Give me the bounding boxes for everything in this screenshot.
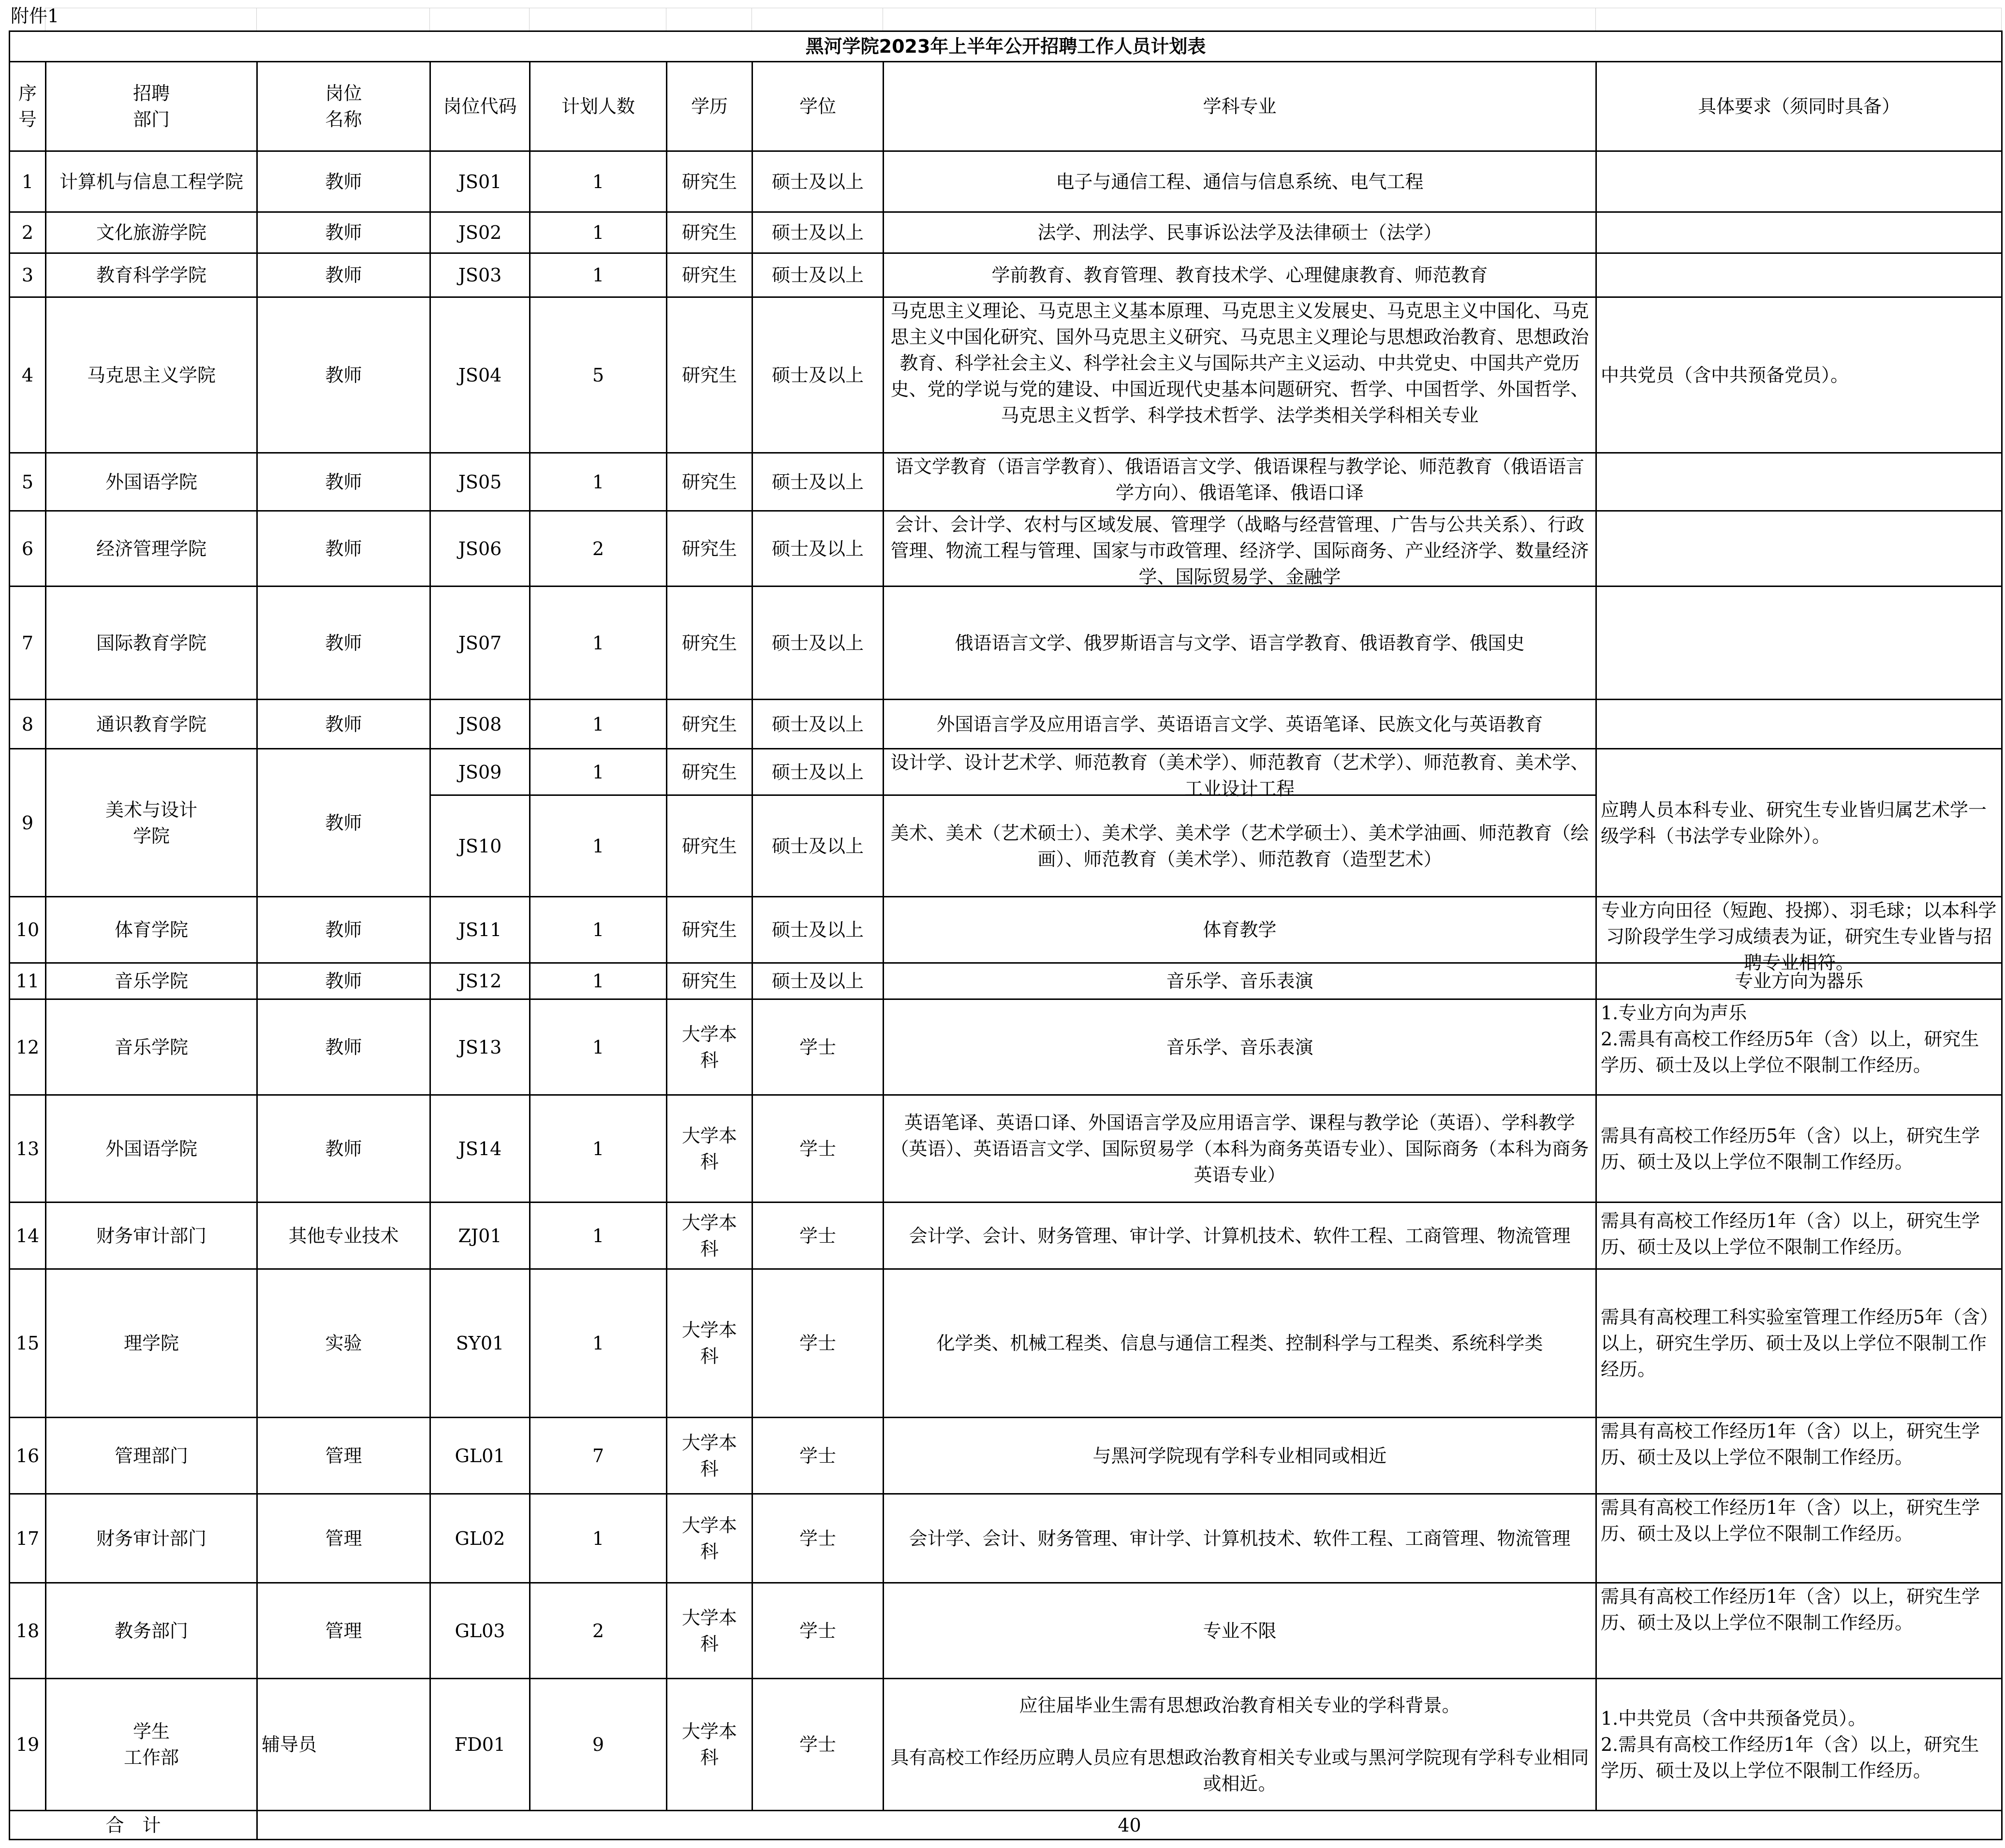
cell-dept: 美术与设计学院 bbox=[46, 749, 257, 897]
cell-code: SY01 bbox=[430, 1269, 530, 1418]
cell-count: 9 bbox=[530, 1679, 667, 1811]
cell-edu: 大学本科 bbox=[667, 1583, 752, 1679]
cell-degree: 硕士及以上 bbox=[752, 963, 884, 999]
cell-req bbox=[1596, 253, 2002, 297]
cell-major: 与黑河学院现有学科专业相同或相近 bbox=[884, 1418, 1596, 1494]
cell-req bbox=[1596, 453, 2002, 511]
cell-count: 1 bbox=[530, 897, 667, 963]
table-row bbox=[10, 700, 2002, 749]
cell-no: 8 bbox=[10, 700, 46, 749]
cell-req: 需具有高校工作经历1年（含）以上，研究生学历、硕士及以上学位不限制工作经历。 bbox=[1596, 1418, 2002, 1494]
total-value: 40 bbox=[257, 1811, 2002, 1840]
cell-major: 俄语语言文学、俄罗斯语言与文学、语言学教育、俄语教育学、俄国史 bbox=[884, 587, 1596, 700]
cell-dept: 财务审计部门 bbox=[46, 1203, 257, 1269]
cell-req: 需具有高校工作经历1年（含）以上，研究生学历、硕士及以上学位不限制工作经历。 bbox=[1596, 1583, 2002, 1679]
cell-degree: 硕士及以上 bbox=[752, 795, 884, 897]
cell-dept: 外国语学院 bbox=[46, 453, 257, 511]
cell-count: 1 bbox=[530, 963, 667, 999]
cell-code: JS01 bbox=[430, 151, 530, 212]
cell-edu: 研究生 bbox=[667, 587, 752, 700]
cell-degree: 学士 bbox=[752, 1494, 884, 1583]
cell-no: 5 bbox=[10, 453, 46, 511]
cell-no: 7 bbox=[10, 587, 46, 700]
cell-major: 语文学教育（语言学教育）、俄语语言文学、俄语课程与教学论、师范教育（俄语语言学方向）、俄语笔译、俄语口译 bbox=[884, 453, 1596, 511]
cell-no: 13 bbox=[10, 1095, 46, 1203]
cell-count: 1 bbox=[530, 453, 667, 511]
cell-count: 1 bbox=[530, 212, 667, 253]
table-row bbox=[10, 511, 2002, 587]
cell-req: 1.中共党员（含中共预备党员）。 2.需具有高校工作经历1年（含）以上，研究生学历、硕士及以上学位不限制工作经历。 bbox=[1596, 1679, 2002, 1811]
cell-degree: 硕士及以上 bbox=[752, 749, 884, 795]
cell-code: GL03 bbox=[430, 1583, 530, 1679]
cell-major: 设计学、设计艺术学、师范教育（美术学）、师范教育（艺术学）、师范教育、美术学、工业设计工程 bbox=[884, 749, 1596, 795]
cell-count: 2 bbox=[530, 1583, 667, 1679]
cell-code: JS03 bbox=[430, 253, 530, 297]
cell-code: GL02 bbox=[430, 1494, 530, 1583]
cell-degree: 硕士及以上 bbox=[752, 297, 884, 453]
cell-edu: 研究生 bbox=[667, 700, 752, 749]
cell-no: 11 bbox=[10, 963, 46, 999]
cell-post: 管理 bbox=[257, 1583, 430, 1679]
cell-dept: 马克思主义学院 bbox=[46, 297, 257, 453]
cell-degree: 硕士及以上 bbox=[752, 453, 884, 511]
cell-major: 专业不限 bbox=[884, 1583, 1596, 1679]
cell-req: 中共党员（含中共预备党员）。 bbox=[1596, 297, 2002, 453]
cell-edu: 研究生 bbox=[667, 297, 752, 453]
cell-no: 16 bbox=[10, 1418, 46, 1494]
table-row bbox=[10, 1418, 2002, 1494]
cell-major: 美术、美术（艺术硕士）、美术学、美术学（艺术学硕士）、美术学油画、师范教育（绘画）、师范教育（美术学）、师范教育（造型艺术） bbox=[884, 795, 1596, 897]
cell-degree: 硕士及以上 bbox=[752, 151, 884, 212]
cell-edu: 研究生 bbox=[667, 212, 752, 253]
header-req: 具体要求（须同时具备） bbox=[1596, 62, 2002, 151]
cell-code: GL01 bbox=[430, 1418, 530, 1494]
cell-post: 其他专业技术 bbox=[257, 1203, 430, 1269]
cell-count: 1 bbox=[530, 795, 667, 897]
cell-degree: 硕士及以上 bbox=[752, 587, 884, 700]
cell-no: 10 bbox=[10, 897, 46, 963]
cell-no: 17 bbox=[10, 1494, 46, 1583]
cell-count: 5 bbox=[530, 297, 667, 453]
cell-count: 7 bbox=[530, 1418, 667, 1494]
cell-dept: 音乐学院 bbox=[46, 963, 257, 999]
cell-no: 2 bbox=[10, 212, 46, 253]
cell-edu: 研究生 bbox=[667, 795, 752, 897]
table-row bbox=[10, 1494, 2002, 1583]
cell-no: 15 bbox=[10, 1269, 46, 1418]
recruitment-plan-table bbox=[9, 30, 2003, 1840]
cell-edu: 大学本科 bbox=[667, 1418, 752, 1494]
cell-post: 教师 bbox=[257, 297, 430, 453]
cell-req: 需具有高校工作经历1年（含）以上，研究生学历、硕士及以上学位不限制工作经历。 bbox=[1596, 1203, 2002, 1269]
cell-code: JS09 bbox=[430, 749, 530, 795]
cell-code: JS05 bbox=[430, 453, 530, 511]
cell-post: 教师 bbox=[257, 963, 430, 999]
table-row bbox=[10, 253, 2002, 297]
cell-major: 会计学、会计、财务管理、审计学、计算机技术、软件工程、工商管理、物流管理 bbox=[884, 1203, 1596, 1269]
cell-code: FD01 bbox=[430, 1679, 530, 1811]
header-count: 计划人数 bbox=[530, 62, 667, 151]
header-degree: 学位 bbox=[752, 62, 884, 151]
table-row bbox=[10, 1269, 2002, 1418]
cell-major: 化学类、机械工程类、信息与通信工程类、控制科学与工程类、系统科学类 bbox=[884, 1269, 1596, 1418]
cell-major: 体育教学 bbox=[884, 897, 1596, 963]
cell-major: 马克思主义理论、马克思主义基本原理、马克思主义发展史、马克思主义中国化、马克思主义中国化研究、国外马克思主义研究、马克思主义理论与思想政治教育、思想政治教育、科学社会主义、科学社会主义与国际共产主义运动、中共党史、中国共产党历史、党的学说与党的建设、中国近现代史基本问题研究、哲学、中国哲学、外国哲学、马克思主义哲学、科学技术哲学、法学类相关学科相关专业 bbox=[884, 297, 1596, 453]
cell-post: 辅导员 bbox=[257, 1679, 430, 1811]
cell-edu: 研究生 bbox=[667, 253, 752, 297]
cell-req bbox=[1596, 700, 2002, 749]
cell-edu: 大学本科 bbox=[667, 1679, 752, 1811]
cell-no: 1 bbox=[10, 151, 46, 212]
cell-no: 3 bbox=[10, 253, 46, 297]
table-title: 黑河学院2023年上半年公开招聘工作人员计划表 bbox=[10, 31, 2002, 62]
cell-edu: 研究生 bbox=[667, 453, 752, 511]
cell-req bbox=[1596, 511, 2002, 587]
cell-edu: 研究生 bbox=[667, 963, 752, 999]
header-row bbox=[10, 62, 2002, 151]
cell-req: 需具有高校工作经历1年（含）以上，研究生学历、硕士及以上学位不限制工作经历。 bbox=[1596, 1494, 2002, 1583]
cell-no: 18 bbox=[10, 1583, 46, 1679]
cell-dept: 体育学院 bbox=[46, 897, 257, 963]
cell-code: JS02 bbox=[430, 212, 530, 253]
cell-degree: 学士 bbox=[752, 1203, 884, 1269]
cell-post: 管理 bbox=[257, 1494, 430, 1583]
cell-req: 需具有高校理工科实验室管理工作经历5年（含）以上，研究生学历、硕士及以上学位不限制工作经历。 bbox=[1596, 1269, 2002, 1418]
cell-edu: 研究生 bbox=[667, 749, 752, 795]
cell-post: 教师 bbox=[257, 453, 430, 511]
cell-req: 专业方向为器乐 bbox=[1596, 963, 2002, 999]
table-row bbox=[10, 151, 2002, 212]
cell-degree: 学士 bbox=[752, 1095, 884, 1203]
header-post: 岗位 名称 bbox=[257, 62, 430, 151]
cell-code: JS14 bbox=[430, 1095, 530, 1203]
cell-req bbox=[1596, 212, 2002, 253]
cell-req: 应聘人员本科专业、研究生专业皆归属艺术学一级学科（书法学专业除外）。 bbox=[1596, 749, 2002, 897]
cell-req: 专业方向田径（短跑、投掷）、羽毛球；以本科学习阶段学生学习成绩表为证，研究生专业皆与招聘专业相符。 bbox=[1596, 897, 2002, 963]
cell-count: 1 bbox=[530, 1269, 667, 1418]
cell-req bbox=[1596, 587, 2002, 700]
cell-edu: 研究生 bbox=[667, 151, 752, 212]
cell-edu: 大学本科 bbox=[667, 1269, 752, 1418]
cell-post: 实验 bbox=[257, 1269, 430, 1418]
cell-degree: 学士 bbox=[752, 1418, 884, 1494]
cell-degree: 硕士及以上 bbox=[752, 897, 884, 963]
annex-label: 附件1 bbox=[11, 5, 59, 27]
cell-dept: 经济管理学院 bbox=[46, 511, 257, 587]
cell-code: JS06 bbox=[430, 511, 530, 587]
table-row bbox=[10, 963, 2002, 999]
cell-edu: 大学本科 bbox=[667, 999, 752, 1095]
cell-edu: 研究生 bbox=[667, 897, 752, 963]
cell-req: 需具有高校工作经历5年（含）以上，研究生学历、硕士及以上学位不限制工作经历。 bbox=[1596, 1095, 2002, 1203]
cell-dept: 财务审计部门 bbox=[46, 1494, 257, 1583]
header-edu: 学历 bbox=[667, 62, 752, 151]
cell-major: 会计、会计学、农村与区域发展、管理学（战略与经营管理、广告与公共关系）、行政管理、物流工程与管理、国家与市政管理、经济学、国际商务、产业经济学、数量经济学、国际贸易学、金融学 bbox=[884, 511, 1596, 587]
total-row bbox=[10, 1811, 2002, 1840]
cell-dept: 通识教育学院 bbox=[46, 700, 257, 749]
cell-major: 电子与通信工程、通信与信息系统、电气工程 bbox=[884, 151, 1596, 212]
cell-count: 1 bbox=[530, 151, 667, 212]
table-row bbox=[10, 212, 2002, 253]
cell-post: 教师 bbox=[257, 511, 430, 587]
cell-major: 应往届毕业生需有思想政治教育相关专业的学科背景。 具有高校工作经历应聘人员应有思想政治教育相关专业或与黑河学院现有学科专业相同或相近。 bbox=[884, 1679, 1596, 1811]
table-row bbox=[10, 1203, 2002, 1269]
cell-post: 教师 bbox=[257, 700, 430, 749]
table-row bbox=[10, 587, 2002, 700]
cell-count: 1 bbox=[530, 700, 667, 749]
cell-post: 教师 bbox=[257, 1095, 430, 1203]
cell-edu: 大学本科 bbox=[667, 1203, 752, 1269]
cell-edu: 大学本科 bbox=[667, 1095, 752, 1203]
cell-no: 14 bbox=[10, 1203, 46, 1269]
cell-dept: 理学院 bbox=[46, 1269, 257, 1418]
cell-post: 教师 bbox=[257, 587, 430, 700]
cell-major: 会计学、会计、财务管理、审计学、计算机技术、软件工程、工商管理、物流管理 bbox=[884, 1494, 1596, 1583]
cell-post: 教师 bbox=[257, 999, 430, 1095]
cell-dept: 计算机与信息工程学院 bbox=[46, 151, 257, 212]
header-major: 学科专业 bbox=[884, 62, 1596, 151]
cell-no: 4 bbox=[10, 297, 46, 453]
cell-count: 2 bbox=[530, 511, 667, 587]
cell-degree: 学士 bbox=[752, 999, 884, 1095]
cell-dept: 国际教育学院 bbox=[46, 587, 257, 700]
cell-edu: 研究生 bbox=[667, 511, 752, 587]
cell-degree: 硕士及以上 bbox=[752, 511, 884, 587]
cell-dept: 学生 工作部 bbox=[46, 1679, 257, 1811]
cell-dept: 教育科学学院 bbox=[46, 253, 257, 297]
cell-count: 1 bbox=[530, 253, 667, 297]
cell-dept: 教务部门 bbox=[46, 1583, 257, 1679]
cell-req bbox=[1596, 151, 2002, 212]
table-row bbox=[10, 1679, 2002, 1811]
cell-major: 学前教育、教育管理、教育技术学、心理健康教育、师范教育 bbox=[884, 253, 1596, 297]
cell-major: 音乐学、音乐表演 bbox=[884, 999, 1596, 1095]
cell-degree: 学士 bbox=[752, 1679, 884, 1811]
cell-degree: 硕士及以上 bbox=[752, 700, 884, 749]
cell-code: JS10 bbox=[430, 795, 530, 897]
cell-no: 12 bbox=[10, 999, 46, 1095]
table-row bbox=[10, 749, 2002, 795]
cell-no: 9 bbox=[10, 749, 46, 897]
cell-code: JS12 bbox=[430, 963, 530, 999]
cell-req: 1.专业方向为声乐 2.需具有高校工作经历5年（含）以上，研究生学历、硕士及以上学位不限制工作经历。 bbox=[1596, 999, 2002, 1095]
background-grid bbox=[9, 8, 2002, 31]
cell-post: 教师 bbox=[257, 212, 430, 253]
cell-dept: 管理部门 bbox=[46, 1418, 257, 1494]
cell-degree: 学士 bbox=[752, 1583, 884, 1679]
cell-major: 音乐学、音乐表演 bbox=[884, 963, 1596, 999]
table-row bbox=[10, 999, 2002, 1095]
cell-count: 1 bbox=[530, 749, 667, 795]
cell-major: 外国语言学及应用语言学、英语语言文学、英语笔译、民族文化与英语教育 bbox=[884, 700, 1596, 749]
cell-code: JS08 bbox=[430, 700, 530, 749]
table-row bbox=[10, 897, 2002, 963]
cell-degree: 硕士及以上 bbox=[752, 253, 884, 297]
cell-edu: 大学本科 bbox=[667, 1494, 752, 1583]
cell-code: JS11 bbox=[430, 897, 530, 963]
header-no: 序 号 bbox=[10, 62, 46, 151]
cell-degree: 硕士及以上 bbox=[752, 212, 884, 253]
cell-count: 1 bbox=[530, 999, 667, 1095]
cell-code: JS13 bbox=[430, 999, 530, 1095]
cell-post: 教师 bbox=[257, 151, 430, 212]
cell-code: JS07 bbox=[430, 587, 530, 700]
cell-degree: 学士 bbox=[752, 1269, 884, 1418]
cell-dept: 音乐学院 bbox=[46, 999, 257, 1095]
cell-major: 法学、刑法学、民事诉讼法学及法律硕士（法学） bbox=[884, 212, 1596, 253]
cell-post: 教师 bbox=[257, 897, 430, 963]
header-dept: 招聘 部门 bbox=[46, 62, 257, 151]
cell-count: 1 bbox=[530, 587, 667, 700]
cell-code: JS04 bbox=[430, 297, 530, 453]
cell-post: 管理 bbox=[257, 1418, 430, 1494]
table-row bbox=[10, 1095, 2002, 1203]
total-label: 合 计 bbox=[10, 1811, 257, 1840]
table-row bbox=[10, 1583, 2002, 1679]
header-code: 岗位代码 bbox=[430, 62, 530, 151]
cell-count: 1 bbox=[530, 1203, 667, 1269]
cell-count: 1 bbox=[530, 1494, 667, 1583]
cell-no: 19 bbox=[10, 1679, 46, 1811]
cell-code: ZJ01 bbox=[430, 1203, 530, 1269]
cell-dept: 外国语学院 bbox=[46, 1095, 257, 1203]
cell-post: 教师 bbox=[257, 749, 430, 897]
table-row bbox=[10, 297, 2002, 453]
cell-major: 英语笔译、英语口译、外国语言学及应用语言学、课程与教学论（英语）、学科教学（英语）、英语语言文学、国际贸易学（本科为商务英语专业）、国际商务（本科为商务英语专业） bbox=[884, 1095, 1596, 1203]
table-row bbox=[10, 453, 2002, 511]
cell-count: 1 bbox=[530, 1095, 667, 1203]
cell-no: 6 bbox=[10, 511, 46, 587]
cell-dept: 文化旅游学院 bbox=[46, 212, 257, 253]
cell-post: 教师 bbox=[257, 253, 430, 297]
